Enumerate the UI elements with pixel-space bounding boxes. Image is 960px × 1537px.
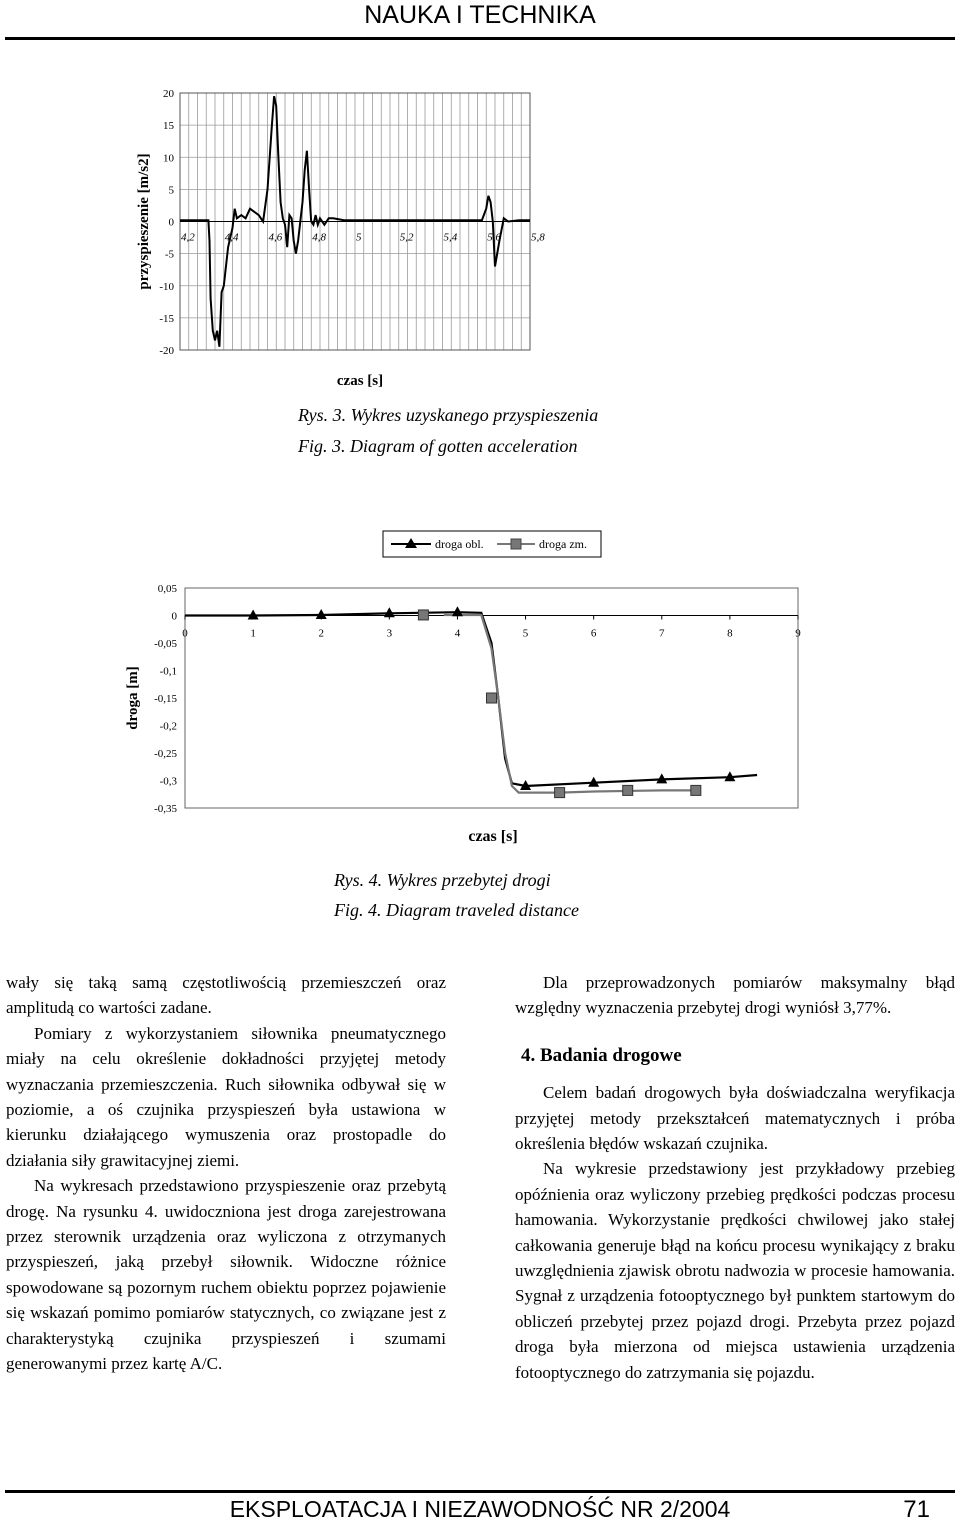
x-tick-label: 5 <box>356 231 362 244</box>
y-tick-label: -5 <box>164 248 174 261</box>
measured-distance-line <box>444 615 696 793</box>
left-paragraph-2: Pomiary z wykorzystaniem siłownika pneumatycznego miały na celu określenie dokładności przyjętej metody wyznaczania przemieszczenia. Ruch siłownika odbywał się w poziomie, a oś czujnika przyspieszeń była ustawiona w kierunku działającego wymuszenia oraz prostopadle do działania siły grawitacyjnej ziemi. <box>6 1023 446 1170</box>
x-axis-title: czas [s] <box>468 828 518 845</box>
left-paragraph-3: Na wykresach przedstawiono przyspieszenie oraz przebytą drogę. Na rysunku 4. uwidoczniona jest droga zarejestrowana przez sterownik urządzenia oraz wyliczona z otrzymanych przyspieszeń, jaką przebył siłownik. Widoczne różnice spowodowane są pozornym ruchem obiektu poprzez pojawienie się wskazań pomimo pomiarów statycznych, co związane jest z charakterystyką czujnika przyspieszeń i szumami generowanymi przez kartę A/C. <box>6 1176 446 1374</box>
y-tick-label: 0,05 <box>157 583 177 595</box>
y-tick-label: 5 <box>168 184 174 197</box>
x-tick-label: 4,8 <box>312 231 326 244</box>
x-tick-label: 4,4 <box>224 231 239 244</box>
y-tick-label: 0 <box>168 216 174 229</box>
y-axis-title: droga [m] <box>125 666 141 730</box>
right-column <box>515 970 955 1385</box>
distance-chart <box>115 525 825 855</box>
y-tick-label: -0,3 <box>159 775 177 788</box>
legend-label-calculated: droga obl. <box>435 537 484 551</box>
x-tick-label: 1 <box>250 627 256 640</box>
x-tick-label: 7 <box>659 627 665 640</box>
measured-distance-marker <box>418 610 428 620</box>
x-tick-label: 5,2 <box>399 231 414 244</box>
x-tick-label: 8 <box>727 627 733 640</box>
page-header-title: NAUKA I TECHNIKA <box>364 1 596 29</box>
footer-rule <box>5 1490 955 1493</box>
x-tick-label: 5 <box>522 627 529 640</box>
x-tick-label: 5,4 <box>443 231 458 244</box>
y-tick-label: -0,2 <box>159 720 177 733</box>
x-axis-title: czas [s] <box>336 373 384 389</box>
y-tick-label: -0,1 <box>159 665 177 678</box>
figure3-caption-pl: Rys. 3. Wykres uzyskanego przyspieszenia <box>298 405 599 425</box>
x-tick-label: 6 <box>590 627 597 640</box>
x-tick-label: 5,6 <box>487 231 501 244</box>
right-paragraph-2: Na wykresie przedstawiony jest przykładowy przebieg opóźnienia oraz wyliczony przebieg prędkości podczas procesu hamowania. Wykorzystanie prędkości chwilowej jako stałej całkowania generuje błąd na końcu procesu wynikający z braku uwzględnienia zjawisk obrotu nadwozia w procesie hamowania. Sygnał z urządzenia fotooptycznego był punktem startowym do obliczeń przebytej przez pojazd drogi. Przebyta przez pojazd droga była mierzona od miejsca ustawienia urządzenia fotooptycznego do zatrzymania się pojazdu. <box>515 1159 955 1382</box>
x-tick-label: 0 <box>182 627 188 640</box>
figure4-caption-pl: Rys. 4. Wykres przebytej drogi <box>334 870 551 890</box>
y-tick-label: -0,25 <box>154 748 177 760</box>
y-tick-label: -20 <box>159 345 174 357</box>
y-tick-label: 0 <box>171 610 177 623</box>
left-paragraph-1: wały się taką samą częstotliwością przemieszczeń oraz amplitudą co wartości zadane. <box>6 973 446 1018</box>
measured-distance-marker <box>623 785 633 795</box>
y-tick-label: -0,35 <box>154 803 177 815</box>
page-number: 71 <box>903 1496 930 1523</box>
acceleration-chart <box>120 80 545 395</box>
measured-distance-marker <box>691 785 701 795</box>
right-paragraph-1: Celem badań drogowych była doświadczalna weryfikacja przyjętej metody przekształceń matematycznych i próba określenia błędów wskazań czujnika. <box>515 1083 955 1154</box>
y-tick-label: -0,05 <box>154 638 177 650</box>
x-tick-label: 9 <box>795 627 801 640</box>
section-heading: 4. Badania drogowe <box>521 1044 682 1066</box>
y-tick-label: -0,15 <box>154 693 177 705</box>
header-rule <box>5 37 955 40</box>
y-tick-label: -15 <box>159 312 174 325</box>
figure3-caption-en: Fig. 3. Diagram of gotten acceleration <box>298 436 578 456</box>
figure4-caption-en: Fig. 4. Diagram traveled distance <box>334 900 579 920</box>
y-tick-label: 15 <box>163 120 174 133</box>
footer-journal: EKSPLOATACJA I NIEZAWODNOŚĆ NR 2/2004 <box>229 1496 731 1522</box>
x-tick-label: 4,2 <box>181 231 195 244</box>
y-tick-label: 20 <box>163 88 174 100</box>
x-tick-label: 5,8 <box>531 231 545 244</box>
y-axis-title: przyspieszenie [m/s2] <box>136 153 152 290</box>
legend-square-marker <box>511 539 521 549</box>
y-tick-label: -10 <box>159 280 174 293</box>
x-tick-label: 3 <box>386 627 393 640</box>
legend-label-measured: droga zm. <box>539 537 587 551</box>
calculated-distance-line <box>185 612 757 786</box>
right-intro-paragraph: Dla przeprowadzonych pomiarów maksymalny błąd względny wyznaczenia przebytej drogi wyniósł 3,77%. <box>515 973 955 1018</box>
left-column <box>6 970 446 1377</box>
x-tick-label: 4 <box>454 627 461 640</box>
measured-distance-marker <box>555 788 565 798</box>
measured-distance-marker <box>487 693 497 703</box>
x-tick-label: 4,6 <box>268 231 283 244</box>
y-tick-label: 10 <box>163 152 174 165</box>
x-tick-label: 2 <box>318 627 324 640</box>
